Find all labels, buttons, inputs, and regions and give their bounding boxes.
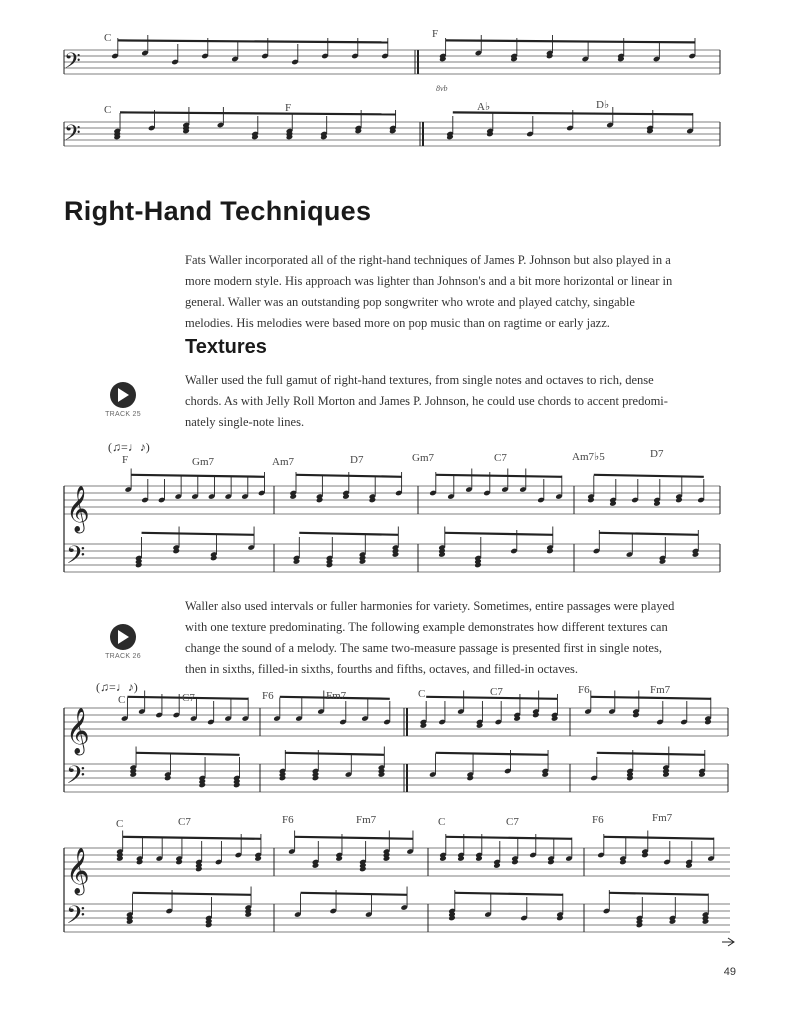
cd-play-icon[interactable] [110,624,136,650]
example-1-grand-staff [0,440,800,590]
paragraph-line: Fats Waller incorporated all of the right-hand techniques of James P. Johnson but also played in a [185,253,671,267]
swing-marking: (♫=♩♪) [96,680,138,694]
note-beam [599,533,698,535]
chord-symbol: C [418,688,426,700]
chord-symbol: F [285,102,292,114]
chord-symbol: C [438,816,446,828]
chord-symbol: C [104,32,112,44]
example-2-system-2 [0,812,800,952]
chord-symbol: Fm7 [326,690,347,702]
note-beam [120,112,396,114]
note-beam [609,893,708,895]
chord-symbol: C [118,694,126,706]
note-beam [142,533,255,535]
note-beam [296,475,402,477]
track-26-badge[interactable] [93,624,153,660]
treble-clef: 𝄞 [66,848,90,894]
paragraph-line: general. Waller was an outstanding pop songwriter who wrote and played catchy, singable [185,295,635,309]
note-beam [446,837,572,839]
bass-clef: 𝄢 [66,901,86,936]
chord-symbol: F6 [282,814,294,826]
chord-symbol: D7 [650,448,664,460]
top-bass-staves [0,28,800,168]
note-beam [118,40,388,42]
bass-clef: 𝄢 [66,761,86,796]
chord-symbol: Am7 [272,456,294,468]
chord-symbol: F [432,28,439,40]
chord-symbol: C [104,104,112,116]
chord-symbol: F6 [578,684,590,696]
chord-symbol: Fm7 [652,812,673,824]
paragraph-line: more modern style. His approach was lighter than Johnson's and a bit more horizontal or linear in [185,274,673,288]
treble-clef: 𝄞 [66,708,90,754]
paragraph-line: then in sixths, filled-in sixths, fourths and fifths, octaves, and filled-in octaves. [185,662,578,676]
chord-symbol: C7 [182,692,195,704]
paragraph-line: change the sound of a melody. The same two-measure passage is presented first in single notes, [185,641,662,655]
paragraph-line: Waller also used intervals or fuller harmonies for variety. Sometimes, entire passages were played [185,599,675,613]
note-beam [455,893,563,895]
note-beam [594,475,704,477]
chord-symbol: C7 [178,816,191,828]
note-beam [299,533,398,535]
note-beam [604,837,714,839]
paragraph-line: nately single-note lines. [185,415,305,429]
treble-clef: 𝄞 [66,486,90,532]
chord-symbol: Gm7 [192,456,214,468]
chord-symbol: F6 [592,814,604,826]
example-2-staves-2 [0,812,800,952]
swing-marking: (♫=♩♪) [108,440,150,454]
note-beam [591,697,711,699]
chord-symbol: C7 [494,452,507,464]
note-beam [136,753,240,755]
track-25-badge[interactable] [93,382,153,418]
paragraph-line: melodies. His melodies were based more on pop music than on ragtime or early jazz. [185,316,610,330]
note-beam [131,475,264,477]
note-beam [133,893,252,895]
chord-symbol: D7 [350,454,364,466]
track-label: TRACK 26 [105,653,141,660]
cd-play-icon[interactable] [110,382,136,408]
page-number: 49 [723,966,736,978]
note-beam [295,837,413,839]
paragraph-line: chords. As with Jelly Roll Morton and James P. Johnson, he could use chords to accent predomi- [185,394,668,408]
bass-clef: 𝄢 [66,541,86,576]
chord-symbol: Fm7 [650,684,671,696]
bass-clef: 𝄢 [64,49,81,79]
note-beam [436,475,562,477]
example-2-system-1 [0,680,800,812]
note-beam [445,533,553,535]
note-beam [123,837,261,839]
note-beam [597,753,705,755]
chord-symbol: Gm7 [412,452,434,464]
chord-symbol: Fm7 [356,814,377,826]
paragraph-line: with one texture predominating. The following example demonstrates how different textures can [185,620,668,634]
chord-symbol: A♭ [477,101,491,113]
section-title: Right-Hand Techniques [64,196,372,226]
chord-symbol: F [122,454,129,466]
continuation-arrow [722,938,734,946]
chord-symbol: F6 [262,690,274,702]
note-beam [446,40,695,42]
chord-symbol: C [116,818,124,830]
chord-symbol: D♭ [596,99,610,111]
note-beam [285,753,384,755]
track-label: TRACK 25 [105,411,141,418]
top-bass-example [0,28,800,168]
chord-symbol: Am7♭5 [572,451,605,463]
bass-clef: 𝄢 [64,121,81,151]
chord-symbol: C7 [490,686,503,698]
chord-symbol: C7 [506,816,519,828]
ottava-mark: 8vb [436,84,448,93]
note-beam [301,893,408,895]
paragraph-line: Waller used the full gamut of right-hand textures, from single notes and octaves to rich, dense [185,373,654,387]
note-beam [436,753,549,755]
textures-paragraph [185,370,668,433]
subsection-title: Textures [185,336,267,358]
variety-paragraph [185,596,674,680]
example-1-staves [0,440,800,590]
intro-paragraph [185,250,672,334]
